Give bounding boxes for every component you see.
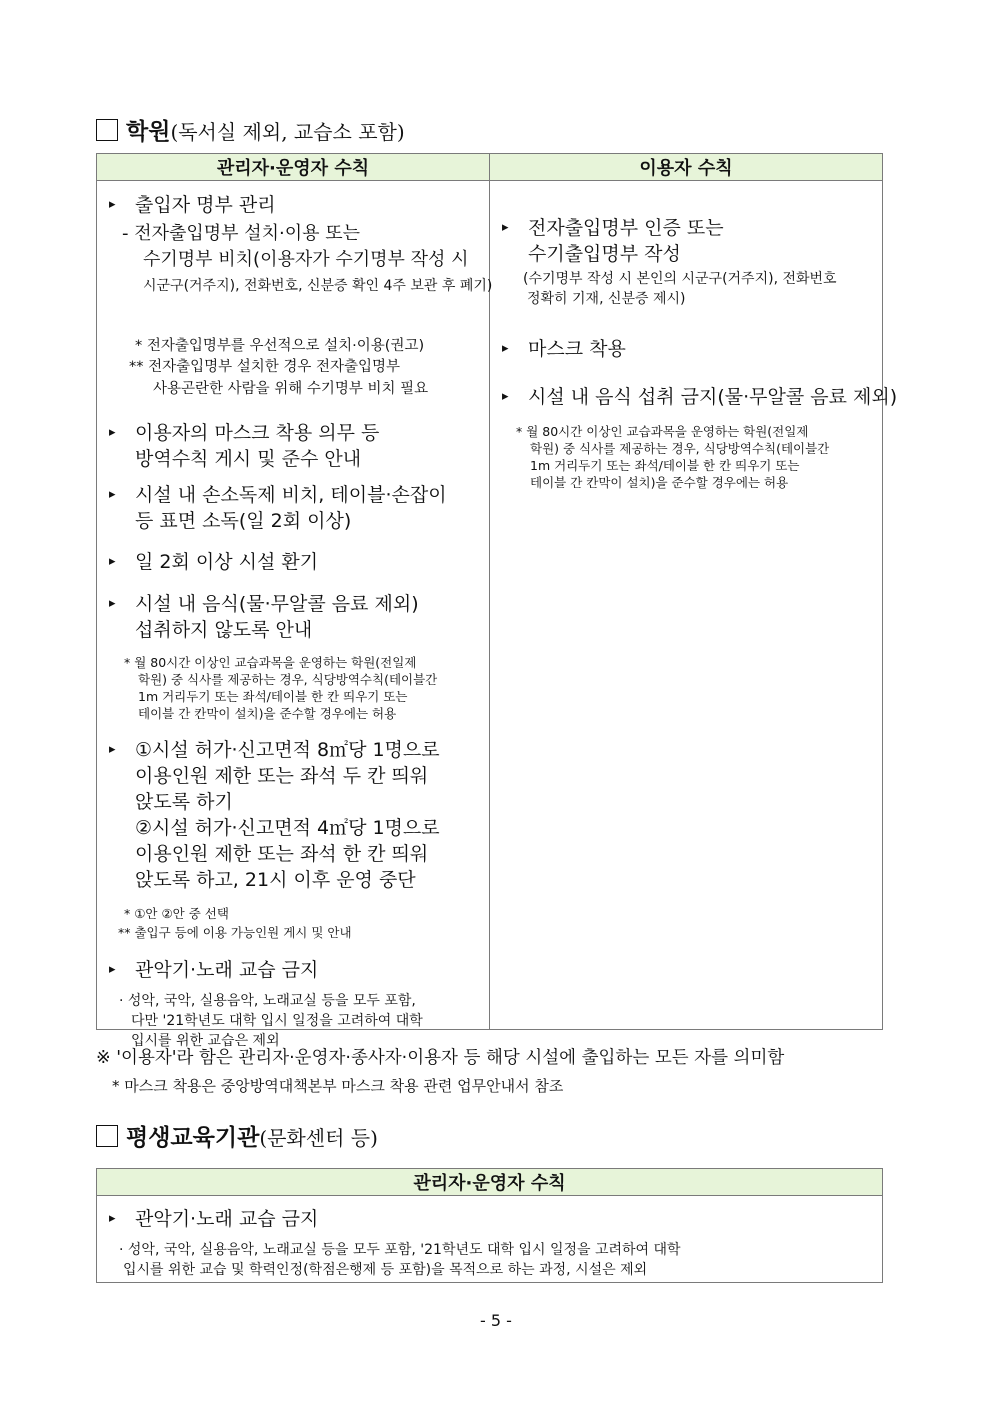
note: * ①안 ②안 중 선택 bbox=[124, 906, 229, 921]
list-item: ▸ 관악기·노래 교습 금지 bbox=[97, 957, 318, 983]
note: · 성악, 국악, 실용음악, 노래교실 등을 모두 포함, 다만 '21학년도 대학 입시 일정을 고려하여 대학 입시를 위한 교습은 제외 bbox=[119, 993, 423, 1049]
definition-note: ※ '이용자'라 함은 관리자·운영자·종사자·이용자 등 해당 시설에 출입하는 모든 자를 의미함 bbox=[96, 1048, 785, 1068]
section-subtitle: (독서실 제외, 교습소 포함) bbox=[170, 120, 405, 144]
note: ** 출입구 등에 이용 가능인원 게시 및 안내 bbox=[118, 925, 352, 940]
note: * 전자출입명부를 우선적으로 설치·이용(권고) bbox=[135, 338, 425, 354]
section-title: 학원 bbox=[126, 118, 171, 145]
section-title: 평생교육기관 bbox=[126, 1124, 260, 1151]
mask-note: * 마스크 착용은 중앙방역대책본부 마스크 착용 관련 업무안내서 참조 bbox=[112, 1077, 564, 1095]
note: ** 전자출입명부 설치한 경우 전자출입명부 bbox=[129, 359, 401, 375]
note: (수기명부 작성 시 본인의 시군구(거주지), 전화번호 정확히 기재, 신분증 제시) bbox=[523, 271, 837, 307]
list-item: ▸ 전자출입명부 인증 또는 수기출입명부 작성 bbox=[490, 215, 724, 267]
lifelong-education-table bbox=[96, 1168, 883, 1283]
list-item-dash: - 전자출입명부 설치·이용 또는 수기명부 비치(이용자가 수기명부 작성 시 시군구(거주지), 전화번호, 신분증 확인 4주 보관 후 폐기) bbox=[122, 223, 493, 294]
page-number: - 5 - bbox=[480, 1311, 512, 1330]
list-item: ▸ 출입자 명부 관리 bbox=[97, 192, 276, 218]
note: · 성악, 국악, 실용음악, 노래교실 등을 모두 포함, '21학년도 대학 입시 일정을 고려하여 대학 입시를 위한 교습 및 학력인정(학점은행제 등 포함)을 목적으로 하는 과정, 시설은 제외 bbox=[119, 1242, 681, 1278]
list-item: ▸ 이용자의 마스크 착용 의무 등 방역수칙 게시 및 준수 안내 bbox=[97, 420, 379, 472]
list-item: ▸ ①시설 허가·신고면적 8㎡당 1명으로 이용인원 제한 또는 좌석 두 칸 띄워 앉도록 하기 ②시설 허가·신고면적 4㎡당 1명으로 이용인원 제한 또는 좌석 한 칸 띄워 앉도록 하고, 21시 이후 운영 중단 bbox=[97, 737, 440, 893]
list-item: ▸ 시설 내 음식(물·무알콜 음료 제외) 섭취하지 않도록 안내 bbox=[97, 591, 419, 643]
note: * 월 80시간 이상인 교습과목을 운영하는 학원(전일제 학원) 중 식사를 제공하는 경우, 식당방역수칙(테이블간 1m 거리두기 또는 좌석/테이블 한 칸 띄우기 또는 테이블 간 칸막이 설치)을 준수할 경우에는 허용 bbox=[124, 655, 438, 721]
note: * 월 80시간 이상인 교습과목을 운영하는 학원(전일제 학원) 중 식사를 제공하는 경우, 식당방역수칙(테이블간 1m 거리두기 또는 좌석/테이블 한 칸 띄우기 또는 테이블 간 칸막이 설치)을 준수할 경우에는 허용 bbox=[516, 424, 830, 490]
checkbox-square-icon bbox=[96, 1125, 118, 1147]
section-subtitle: (문화센터 등) bbox=[259, 1126, 378, 1150]
list-item: ▸ 일 2회 이상 시설 환기 bbox=[97, 549, 318, 575]
list-item: ▸ 마스크 착용 bbox=[490, 336, 626, 362]
hagwon-rules-table bbox=[96, 153, 898, 1049]
checkbox-square-icon bbox=[96, 119, 118, 141]
column-header-manager: 관리자·운영자 수칙 bbox=[97, 1169, 883, 1196]
list-item: ▸ 시설 내 음식 섭취 금지(물·무알콜 음료 제외) bbox=[490, 384, 897, 410]
section-heading-hagwon bbox=[96, 117, 405, 147]
list-item: ▸ 시설 내 손소독제 비치, 테이블·손잡이 등 표면 소독(일 2회 이상) bbox=[97, 482, 447, 534]
section-heading-lifelong-education bbox=[96, 1123, 378, 1153]
list-item: ▸ 관악기·노래 교습 금지 bbox=[97, 1206, 318, 1232]
column-header-manager: 관리자·운영자 수칙 bbox=[97, 154, 490, 181]
column-header-user: 이용자 수칙 bbox=[490, 154, 883, 181]
note: 사용곤란한 사람을 위해 수기명부 비치 필요 bbox=[153, 381, 429, 397]
